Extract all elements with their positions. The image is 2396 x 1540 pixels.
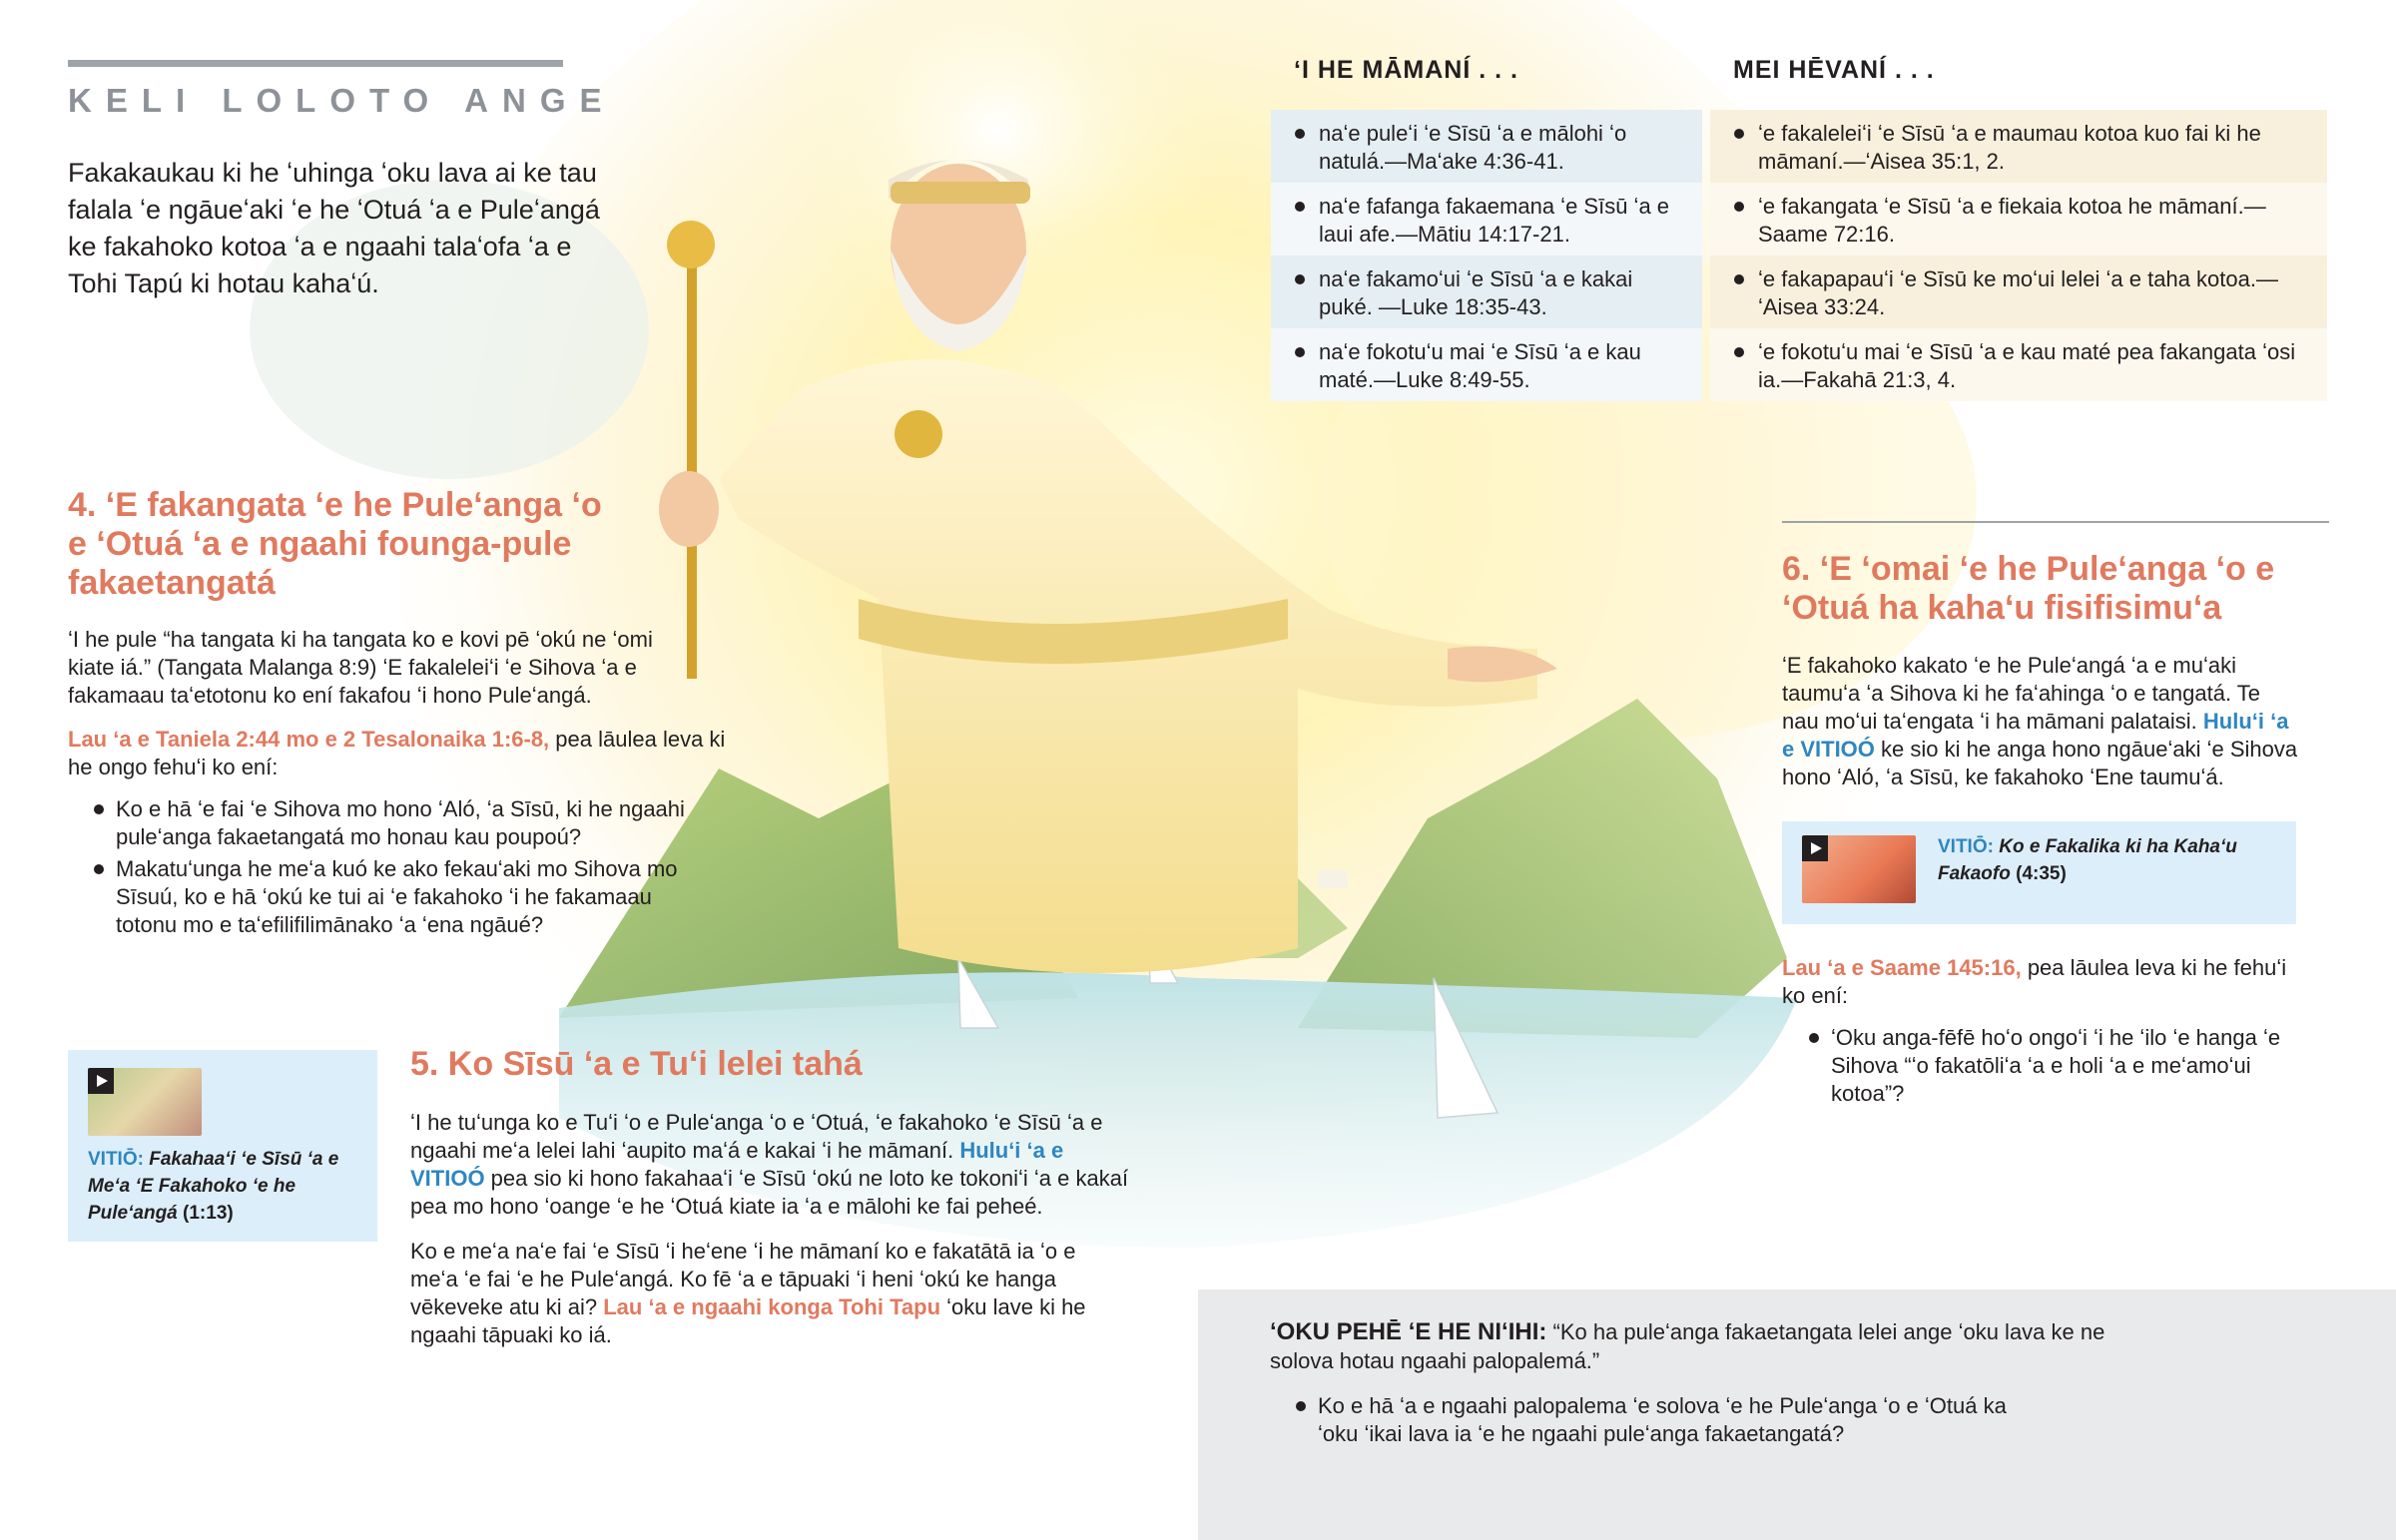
section6-questions: [1807, 1024, 2296, 1112]
section4-read-instruction: Lau ʻa e Taniela 2:44 mo e 2 Tesalonaika 1:6-8, pea lāulea leva ki he ongo fehuʻi ko ení:: [68, 727, 726, 779]
bullet-icon: [1295, 202, 1305, 212]
header-rule: [68, 60, 563, 67]
section6-title: 6. ʻE ʻomai ʻe he Puleʻanga ʻo e ʻOtuá ha kahaʻu fisifisimuʻa: [1782, 550, 2275, 627]
section6-read-instruction: Lau ʻa e Saame 145:16, pea lāulea leva ki he fehuʻi ko ení:: [1782, 955, 2287, 1008]
now-item: naʻe puleʻi ʻe Sīsū ʻa e mālohi ʻo natulá.—Maʻake 4:36-41.: [1271, 110, 1702, 183]
bullet-icon: [1295, 129, 1305, 139]
scripture-reference[interactable]: Lau ʻa e ngaahi konga Tohi Tapu: [603, 1294, 941, 1319]
now-item: naʻe fakamoʻui ʻe Sīsū ʻa e kakai puké. —Luke 18:35-43.: [1271, 256, 1702, 328]
bullet-icon: [1734, 202, 1744, 212]
bullet-icon: [94, 864, 104, 874]
bullet-icon: [1809, 1033, 1819, 1043]
kicker: KELI LOLOTO ANGE: [68, 82, 616, 119]
heaven-item: ʻe fokotuʻu mai ʻe Sīsū ʻa e kau maté pea fakangata ʻosi ia.—Fakahā 21:3, 4.: [1710, 328, 2327, 401]
bullet-icon: [1734, 129, 1744, 139]
video-thumbnail[interactable]: [88, 1068, 202, 1136]
section5-paragraph-2: Ko e meʻa naʻe fai ʻe Sīsū ʻi heʻene ʻi he māmaní ko e fakatātā ia ʻo e meʻa ʻe fai ʻe he Puleʻangá. Ko fē ʻa e tāpuaki ʻi heni ʻokú ke hanga vēkeveke atu ki ai? Lau ʻa e ngaahi konga Tohi Tapu ʻoku lave ki he ngaahi tāpuaki ko iá.: [410, 1239, 1086, 1347]
bullet-icon: [1295, 274, 1305, 284]
some-say-statement: ʻOKU PEHĒ ʻE HE NIʻIHI: “Ko ha puleʻanga fakaetangata lelei ange ʻoku lava ke ne solova hotau ngaahi palopalemá.”: [1270, 1318, 2105, 1373]
question-item: Ko e hā ʻe fai ʻe Sihova mo hono ʻAló, ʻa Sīsū, ki he ngaahi puleʻanga fakaetangatá mo honau kau poupoú?: [92, 795, 691, 851]
bullet-icon: [1734, 347, 1744, 357]
play-icon[interactable]: [88, 1068, 114, 1094]
now-item: naʻe fokotuʻu mai ʻe Sīsū ʻa e kau maté.—Luke 8:49-55.: [1271, 328, 1702, 401]
play-video-link[interactable]: Huluʻi ʻa e VITIOÓ: [1782, 709, 2289, 762]
section5-paragraph-1: ʻI he tuʻunga ko e Tuʻi ʻo e Puleʻanga ʻo e ʻOtuá, ʻe fakahoko ʻe Sīsū ʻa e ngaahi meʻa lelei lahi ʻaupito maʻá e kakai ʻi he māmaní. Huluʻi ʻa e VITIOÓ pea sio ki hono fakahaaʻi ʻe Sīsū ʻokú ne loto ke tokoniʻi ʻa e kakaí pea mo hono ʻoange ʻe he ʻOtuá kiate ia ʻa e mālohi ke fai peheé.: [410, 1110, 1129, 1219]
question-item: Makatuʻunga he meʻa kuó ke ako fekauʻaki mo Sihova mo Sīsuú, ko e hā ʻokú ke tui ai ʻe fakahoko ʻi he fakamaau totonu mo e taʻefilifilimānako ʻa ʻena ngāué?: [92, 855, 691, 939]
section4-questions: [92, 795, 691, 943]
question-item: ʻOku anga-fēfē hoʻo ongoʻi ʻi he ʻilo ʻe hanga ʻe Sihova “ʻo fakatōliʻa ʻa e holi ʻa e meʻamoʻui kotoa”?: [1807, 1024, 2296, 1108]
section6-paragraph: ʻE fakahoko kakato ʻe he Puleʻangá ʻa e muʻaki taumuʻa ʻa Sihova ki he faʻahinga ʻo e tangatá. Te nau moʻui taʻengata ʻi ha māmani palataisi. Huluʻi ʻa e VITIOÓ ke sio ki he anga hono ngāueʻaki ʻe Sihova hono ʻAló, ʻa Sīsū, ke fakahoko ʻEne taumuʻá.: [1782, 653, 2298, 789]
now-column-heading: ʻI HE MĀMANÍ . . .: [1294, 56, 1518, 84]
bullet-icon: [1296, 1401, 1306, 1411]
video-caption[interactable]: VITIŌ: Fakahaaʻi ʻe Sīsū ʻa e Meʻa ʻE Fakahoko ʻe he Puleʻangá (1:13): [88, 1149, 339, 1224]
scripture-reference[interactable]: Lau ʻa e Taniela 2:44 mo e 2 Tesalonaika 1:6-8,: [68, 727, 550, 752]
section6-rule: [1782, 521, 2329, 523]
now-column: [1271, 110, 1702, 401]
some-say-box: [1198, 1289, 2396, 1540]
some-say-questions: [1294, 1392, 2013, 1452]
video-thumbnail[interactable]: [1802, 835, 1916, 903]
intro-paragraph: Fakakaukau ki he ʻuhinga ʻoku lava ai ke tau falala ʻe ngāueʻaki ʻe he ʻOtuá ʻa e Puleʻangá ke fakahoko kotoa ʻa e ngaahi talaʻofa ʻa e Tohi Tapú ki hotau kahaʻú.: [68, 158, 600, 298]
section5-title: 5. Ko Sīsū ʻa e Tuʻi lelei tahá: [410, 1045, 863, 1083]
video-box-section6[interactable]: [1782, 821, 2296, 924]
question-item: Ko e hā ʻa e ngaahi palopalema ʻe solova ʻe he Puleʻanga ʻo e ʻOtuá ka ʻoku ʻikai lava ia ʻe he ngaahi puleʻanga fakaetangatá?: [1294, 1392, 2013, 1448]
play-icon[interactable]: [1802, 835, 1828, 861]
video-caption[interactable]: VITIŌ: Ko e Fakalika ki ha Kahaʻu Fakaofo (4:35): [1938, 836, 2237, 884]
scripture-reference[interactable]: Lau ʻa e Saame 145:16,: [1782, 955, 2022, 980]
bullet-icon: [1734, 274, 1744, 284]
section4-title: 4. ʻE fakangata ʻe he Puleʻanga ʻo e ʻOtuá ʻa e ngaahi founga-pule fakaetangatá: [68, 486, 602, 602]
bullet-icon: [1295, 347, 1305, 357]
heaven-column: [1710, 110, 2327, 401]
video-box-section5[interactable]: [68, 1050, 377, 1242]
heaven-item: ʻe fakapapauʻi ʻe Sīsū ke moʻui lelei ʻa e taha kotoa.—ʻAisea 33:24.: [1710, 256, 2327, 328]
heaven-column-heading: MEI HĒVANÍ . . .: [1733, 56, 1935, 84]
heaven-item: ʻe fakangata ʻe Sīsū ʻa e fiekaia kotoa he māmaní.—Saame 72:16.: [1710, 183, 2327, 256]
bullet-icon: [94, 804, 104, 814]
section4-paragraph: ʻI he pule “ha tangata ki ha tangata ko e kovi pē ʻokú ne ʻomi kiate iá.” (Tangata Malanga 8:9) ʻE fakaleleiʻi ʻe Sihova ʻa e fakamaau taʻetotonu ko ení fakafou ʻi hono Puleʻangá.: [68, 627, 653, 708]
heaven-item: ʻe fakaleleiʻi ʻe Sīsū ʻa e maumau kotoa kuo fai ki he māmaní.—ʻAisea 35:1, 2.: [1710, 110, 2327, 183]
now-item: naʻe fafanga fakaemana ʻe Sīsū ʻa e laui afe.—Mātiu 14:17-21.: [1271, 183, 1702, 256]
play-video-link[interactable]: Huluʻi ʻa e VITIOÓ: [410, 1138, 1064, 1191]
